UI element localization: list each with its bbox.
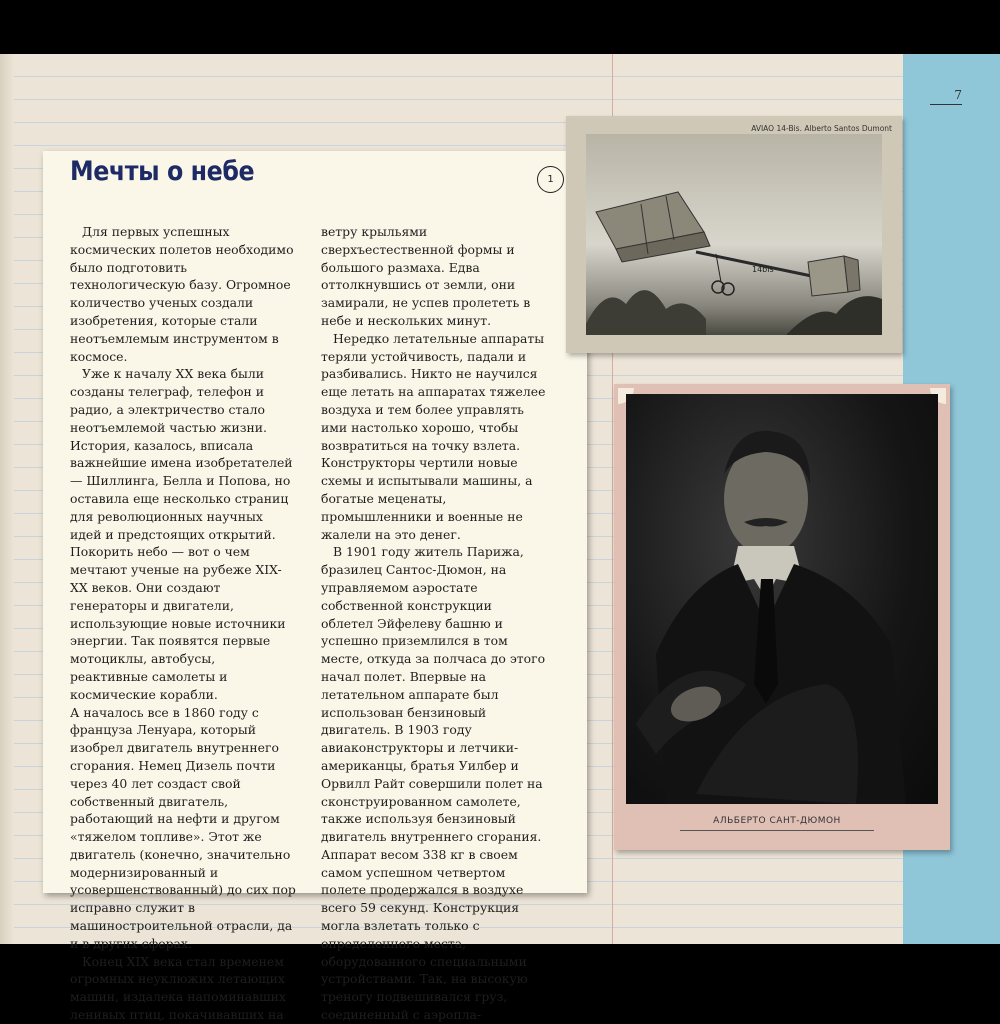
portrait-photo — [626, 394, 938, 804]
right-text-column — [321, 223, 547, 1024]
book-spread — [0, 54, 1000, 1023]
portrait-caption: АЛЬБЕРТО САНТ-ДЮМОН — [713, 816, 841, 826]
page-number: 7 — [930, 88, 962, 105]
paragraph: А началось все в 1860 году с француза Ленуара, который изобрел двигатель внутреннего сгорания. Немец Дизель почти через 40 лет создаст свой собственный двигатель, работающий на нефти и другом «тяжелом топливе». Этот же двигатель (конечно, значительно модернизированный и усовершенствованный) до сих пор исправно служит в машиностроительной отрасли, да и в других сферах. — [70, 704, 296, 951]
portrait-illustration — [626, 394, 938, 804]
airplane-photo-caption: AVIAO 14-Bis. Alberto Santos Dumont — [751, 124, 892, 133]
paragraph: Нередко летательные аппараты теряли устойчивость, падали и разбивались. Никто не научился еще летать на аппаратах тяжелее воздуха и тем более управлять ими настолько хорошо, чтобы возвратиться на точку взлета. Конструкторы чертили новые схемы и испытывали машины, а богатые меценаты, промышленники и военные не жалели на это денег. — [321, 330, 546, 542]
paragraph: Уже к началу XX века были созданы телеграф, телефон и радио, а электричество стало неотъемлемой частью жизни. История, казалось, вписала важнейшие имена изобретателей — Шиллинга, Белла и Попова, но оставила еще несколько страниц для революционных научных идей и предстоящих открытий. Покорить небо — вот о чем мечтают ученые на рубеже XIX-XX веков. Они создают генераторы и двигатели, использующие новые источники энергии. Так появятся первые мотоциклы, автобусы, реактивные самолеты и космические корабли. — [70, 366, 293, 702]
airplane-photo — [586, 134, 882, 335]
paragraph: ветру крыльями сверхъестественной формы и большого размаха. Едва оттолкнувшись от земли, они замирали, не успев пролететь в небе и нескольких минут. — [321, 224, 531, 328]
airplane-illustration — [586, 134, 882, 335]
portrait-photo-print — [614, 384, 950, 850]
paragraph: Конец XIX века стал временем огромных неуклюжих летающих машин, издалека напоминавших ленивых птиц, покачивавших на — [70, 953, 286, 1023]
article-card — [43, 151, 587, 1023]
chapter-number-badge: 1 — [537, 166, 564, 193]
paragraph: Для первых успешных космических полетов необходимо было подготовить технологическую базу. Огромное количество ученых создали изобретения, которые стали неотъемлемым инструментом в космосе. — [70, 224, 294, 364]
left-text-column — [70, 223, 296, 1024]
airplane-photo-print — [566, 116, 902, 353]
paragraph: В 1901 году житель Парижа, бразилец Сантос-Дюмон, на управляемом аэростате собственной конструкции облетел Эйфелеву башню и успешно приземлился в том месте, откуда за полчаса до этого начал полет. Впервые на летательном аппарате был использован бензиновый двигатель. В 1903 году авиаконструкторы и летчики-американцы, братья Уилбер и Орвилл Райт совершили полет на сконструированном самолете, также используя бензиновый двигатель внутреннего сгорания. Аппарат весом 338 кг в своем самом успешном четвертом полете продержался в воздухе всего 59 секунд. Конструкция могла взлетать только с определенного места, оборудованного специальными устройствами. Так, на высокую треногу подвешивался груз, соединенный с аэропла- — [321, 544, 546, 1023]
article-title: Мечты о небе — [70, 156, 255, 187]
caption-underline — [680, 830, 874, 831]
airplane-marking: 14bis — [752, 265, 774, 274]
